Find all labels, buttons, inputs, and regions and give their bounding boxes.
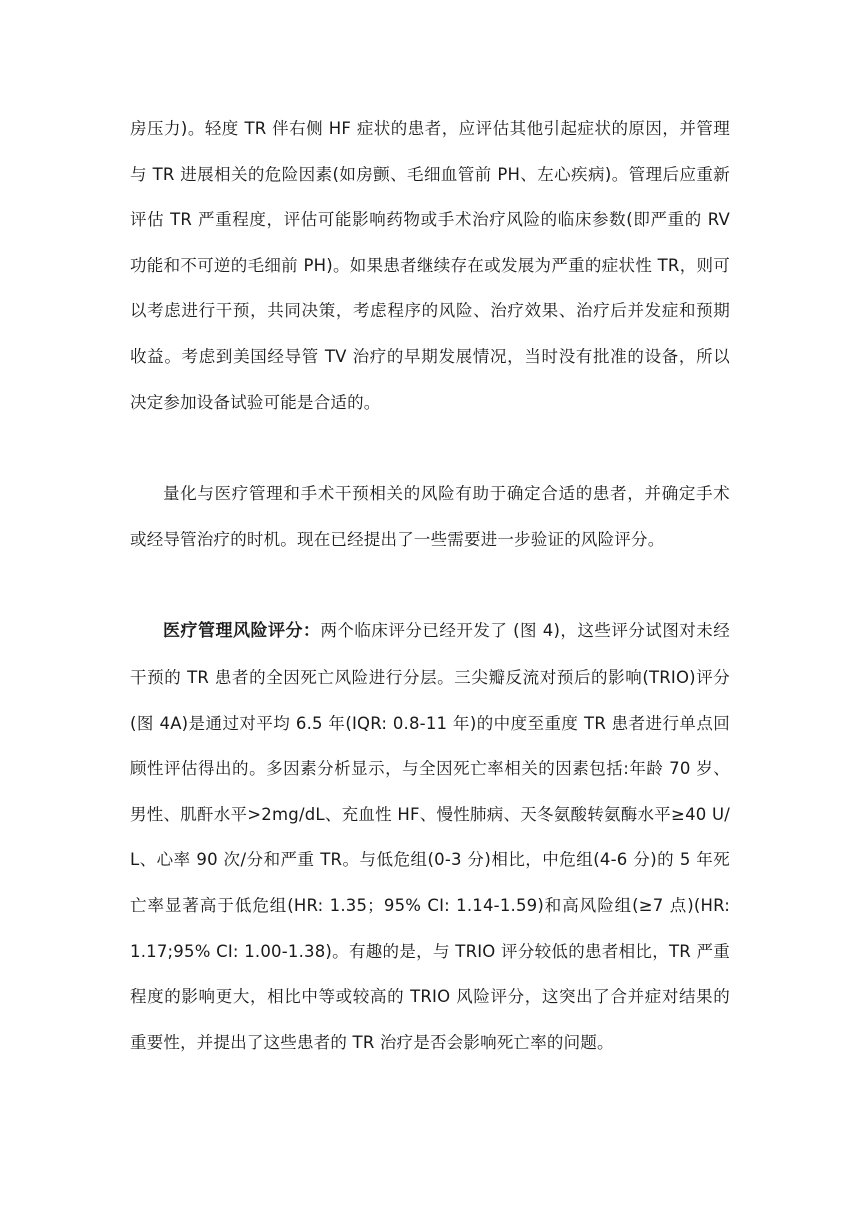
paragraph-risk-quantification: 量化与医疗管理和手术干预相关的风险有助于确定合适的患者，并确定手术或经导管治疗的时机。现在已经提出了一些需要进一步验证的风险评分。 [130, 484, 730, 549]
section-heading-medical-risk-score: 医疗管理风险评分： [163, 621, 321, 642]
paragraph-medical-risk-score-body: 两个临床评分已经开发了 (图 4)，这些评分试图对未经干预的 TR 患者的全因死亡风险进行分层。三尖瓣反流对预后的影响(TRIO)评分(图 4A)是通过对平均 6.5 年(IQR: 0.8-11 年)的中度至重度 TR 患者进行单点回顾性评估得出的。多因素分析显示，与全因死亡率相关的因素包括:年龄 70 岁、男性、肌酐水平>2mg/dL、充血性 HF、慢性肺病、天冬氨酸转氨酶水平≥40 U/L、心率 90 次/分和严重 TR。与低危组(0-3 分)相比，中危组(4-6 分)的 5 年死亡率显著高于低危组(HR: 1.35；95% CI: 1.14-1.59)和高风险组(≥7 点)(HR: 1.17;95% CI: 1.00-1.38)。有趣的是，与 TRIO 评分较低的患者相比，TR 严重程度的影响更大，相比中等或较高的 TRIO 风险评分，这突出了合并症对结果的重要性，并提出了这些患者的 TR 治疗是否会影响死亡率的问题。 [130, 621, 730, 1052]
paragraph-tr-management: 房压力)。轻度 TR 伴右侧 HF 症状的患者，应评估其他引起症状的原因，并管理与 TR 进展相关的危险因素(如房颤、毛细血管前 PH、左心疾病)。管理后应重新评估 TR 严重程度，评估可能影响药物或手术治疗风险的临床参数(即严重的 RV 功能和不可逆的毛细前 PH)。如果患者继续存在或发展为严重的症状性 TR，则可以考虑进行干预，共同决策，考虑程序的风险、治疗效果、治疗后并发症和预期收益。考虑到美国经导管 TV 治疗的早期发展情况，当时没有批准的设备，所以决定参加设备试验可能是合适的。 [130, 119, 730, 412]
document-page [130, 106, 730, 1065]
paragraph-medical-risk-score [130, 608, 730, 1065]
